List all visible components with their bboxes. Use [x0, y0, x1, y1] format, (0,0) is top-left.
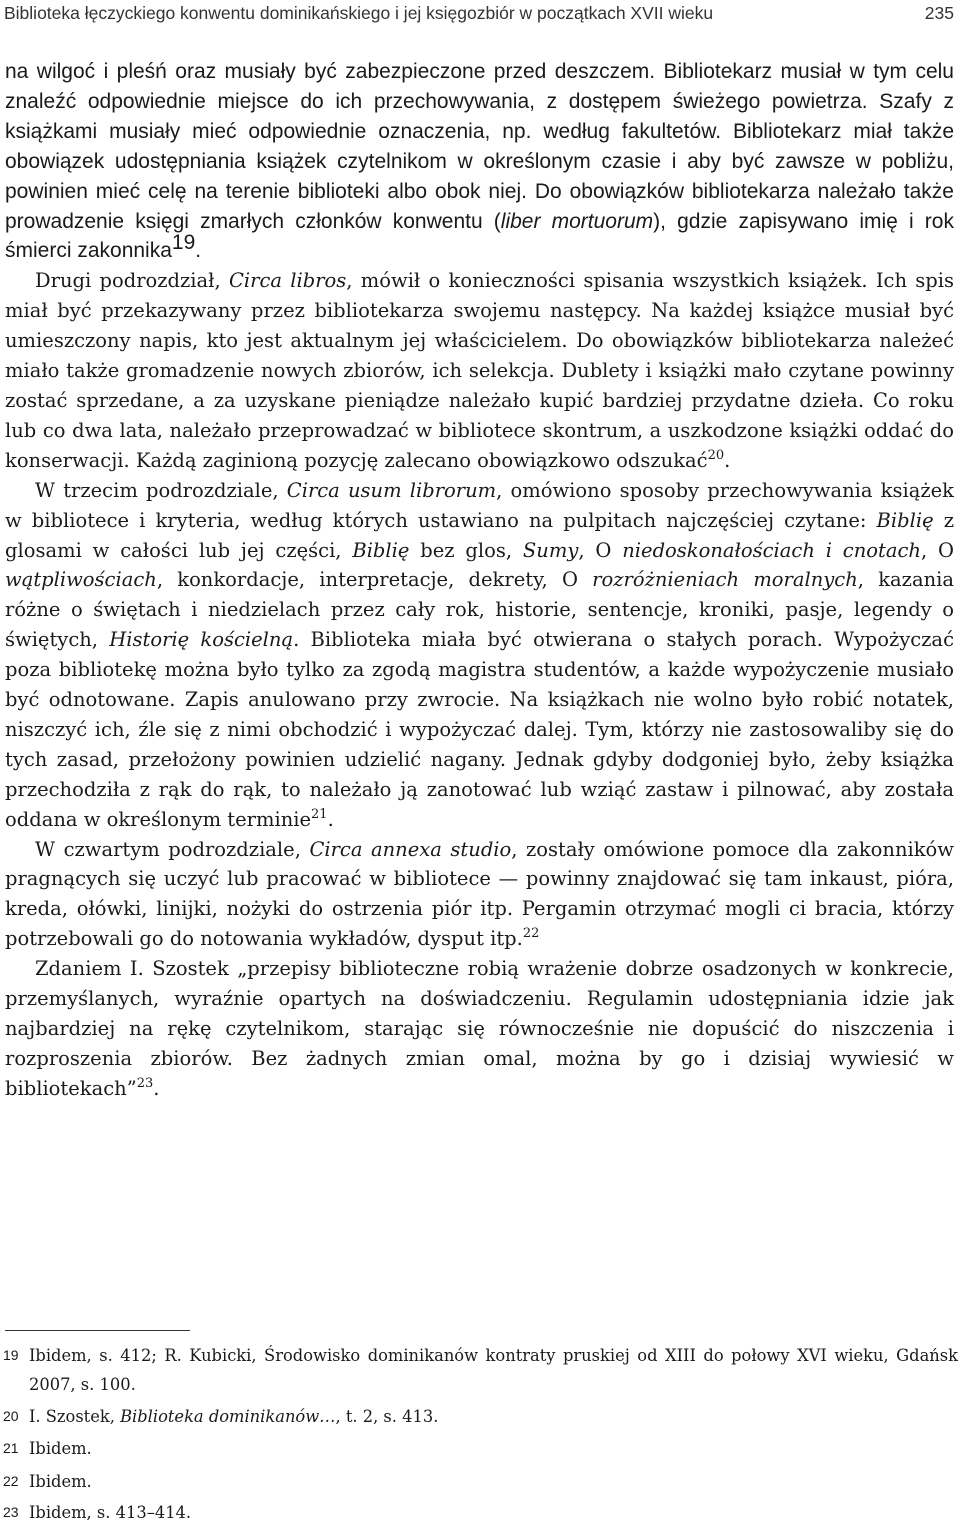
paragraph-4-text: , zostały omówione pomoce dla zakonników pragnących się uczyć lub pracować w bibliotece — powinny znajdować się tam inkaust, pióra, kreda, ołówki, linijki, nożyki do ostrzenia piór itp. Pergamin otrzymać mogli ci bracia, którzy potrzebowali go do notowania wykładów, dysput itp. [5, 837, 954, 951]
paragraph-3-italic: Biblię [876, 508, 934, 532]
footnote-text [29, 1402, 958, 1431]
footnote-text: Ibidem, s. 413–414. [29, 1503, 192, 1522]
footnote-number: 19 [3, 1347, 19, 1363]
page-number: 235 [924, 3, 954, 23]
footnote-number: 23 [3, 1504, 19, 1520]
paragraph-3-italic: Sumy [522, 538, 579, 562]
paragraph-2 [5, 266, 954, 475]
footnote-text-part: , t. 2, s. 413. [335, 1407, 439, 1426]
footnote-ref-19[interactable]: 19 [171, 231, 196, 255]
paragraph-4 [5, 835, 954, 955]
footnote-21 [0, 1434, 958, 1463]
running-title: Biblioteka łęczyckiego konwentu dominikańskiego i jej księgozbiór w początkach XVII wieku [4, 3, 714, 23]
paragraph-5-end: . [153, 1076, 160, 1100]
paragraph-3-italic: Biblię [352, 538, 410, 562]
footnote-text: Ibidem. [29, 1472, 92, 1491]
paragraph-2-text: Drugi podrozdział, [35, 269, 229, 293]
footnote-text-part: I. Szostek, [29, 1407, 121, 1426]
footnote-ref-20[interactable]: 20 [707, 447, 725, 463]
paragraph-3-text: , omówiono sposoby przechowywania książek w bibliotece i kryteria, według których ustawiano na pulpitach najczęściej czytane: [5, 478, 954, 532]
footnote-20 [0, 1402, 958, 1431]
paragraph-3-text: , O [920, 538, 954, 562]
footnote-italic: Biblioteka dominikanów… [120, 1407, 336, 1426]
paragraph-3 [5, 476, 954, 835]
paragraph-3-text: . Biblioteka miała być otwierana o stałych porach. Wypożyczać poza bibliotekę można było tylko za zgodą magistra studentów, a każde wypożyczenie musiało być odnotowane. Zapis anulowano przy zwrocie. Na książkach nie wolno było robić notatek, niszczyć ich, źle się z nimi obchodzić i wypożyczać dalej. Tym, którzy nie zastosowaliby się do tych zasad, przełożony powinien udzielić nagany. Jednak gdyby dodgoniej było, żeby książka przechodziła z rąk do rąk, to należało ją zanotować lub wziąć zastaw i pilnować, aby została oddana w określonym terminie [5, 628, 954, 831]
paragraph-3-italic: rozróżnieniach moralnych [592, 568, 858, 592]
main-text [5, 57, 954, 1104]
footnote-ref-23[interactable]: 23 [136, 1075, 154, 1091]
paragraph-3-italic: Historię kościelną [109, 628, 294, 652]
paragraph-1-tail: ), gdzie zapisywano imię i rok śmierci zakonnika [5, 209, 954, 263]
paragraph-3-italic: Circa usum librorum [286, 478, 497, 502]
paragraph-5 [5, 954, 954, 1104]
paragraph-3-text: , O [578, 538, 623, 562]
paragraph-1-italic: liber mortuorum [500, 209, 654, 233]
footnote-ref-21[interactable]: 21 [311, 806, 328, 822]
footnote-text: Ibidem. [29, 1439, 92, 1458]
footnote-number: 22 [3, 1473, 19, 1489]
paragraph-3-text: W trzecim podrozdziale, [35, 478, 287, 502]
paragraph-3-text: bez glos, [409, 538, 523, 562]
paragraph-2-italic: Circa libros [228, 269, 347, 293]
footnote-number: 20 [3, 1408, 19, 1424]
footnote-22 [0, 1467, 958, 1496]
paragraph-3-text: z glosami w całości lub jej części, [5, 508, 954, 562]
paragraph-1-end: . [195, 239, 202, 263]
paragraph-1 [5, 57, 954, 266]
paragraph-2-text: , mówił o konieczności spisania wszystkich książek. Ich spis miał być przekazywany przez bibliotekarza swojemu następcy. Na każdej książce musiał być umieszczony napis, kto jest aktualnym jej właścicielem. Do obowiązków bibliotekarza należeć miało także gromadzenie nowych zbiorów, ich selekcja. Dublety i książki mało czytane powinny zostać sprzedane, a za uzyskane pieniądze należało kupić bardziej przydatne dzieła. Co roku lub co dwa lata, należało przeprowadzać w bibliotece skontrum, a uszkodzone książki oddać do konserwacji. Każdą zaginioną pozycję zalecano obowiązkowo odszukać [5, 269, 955, 472]
paragraph-1-text: na wilgoć i pleśń oraz musiały być zabezpieczone przed deszczem. Bibliotekarz musiał w tym celu znaleźć odpowiednie miejsce do ich przechowywania, z dostępem świeżego powietrza. Szafy z książkami musiały mieć odpowiednie oznaczenia, np. według fakultetów. Bibliotekarz miał także obowiązek udostępniania książek czytelnikom w określonym czasie i aby być zawsze w pobliżu, powinien mieć celę na terenie biblioteki albo obok niej. Do obowiązków bibliotekarza należało także prowadzenie księgi zmarłych członków konwentu ( [5, 60, 954, 233]
footnote-text: Ibidem, s. 412; R. Kubicki, Środowisko dominikanów kontraty pruskiej od XIII do połowy XVI wieku, Gdańsk 2007, s. 100. [29, 1346, 958, 1394]
footnote-19 [0, 1341, 958, 1399]
paragraph-4-text: W czwartym podrozdziale, [35, 837, 310, 861]
paragraph-3-italic: wątpliwościach [5, 568, 157, 592]
running-header [4, 3, 956, 27]
paragraph-3-text: , kazania różne o świętach i niedzielach przez cały rok, historie, sentencje, kroniki, pasje, legendy o świętych, [5, 568, 954, 652]
paragraph-5-text: Zdaniem I. Szostek „przepisy biblioteczne robią wrażenie dobrze osadzonych w konkrecie, przemyślanych, wyraźnie opartych na doświadczeniu. Regulamin udostępniania idzie jak najbardziej na rękę czytelnikom, starając się równocześnie nie dopuścić do niszczenia i rozproszenia zbiorów. Bez żadnych zmian omal, można by go i dzisiaj wywiesić w bibliotekach” [5, 957, 954, 1100]
paragraph-4-italic: Circa annexa studio [309, 837, 512, 861]
paragraph-2-end: . [724, 448, 731, 472]
footnote-separator [5, 1330, 190, 1331]
paragraph-3-italic: niedoskonałościach i cnotach [622, 538, 921, 562]
footnote-23 [0, 1498, 958, 1527]
footnote-ref-22[interactable]: 22 [522, 926, 540, 942]
footnote-number: 21 [3, 1440, 19, 1456]
paragraph-3-text: , konkordacje, interpretacje, dekrety, O [156, 568, 593, 592]
paragraph-3-end: . [327, 807, 334, 831]
